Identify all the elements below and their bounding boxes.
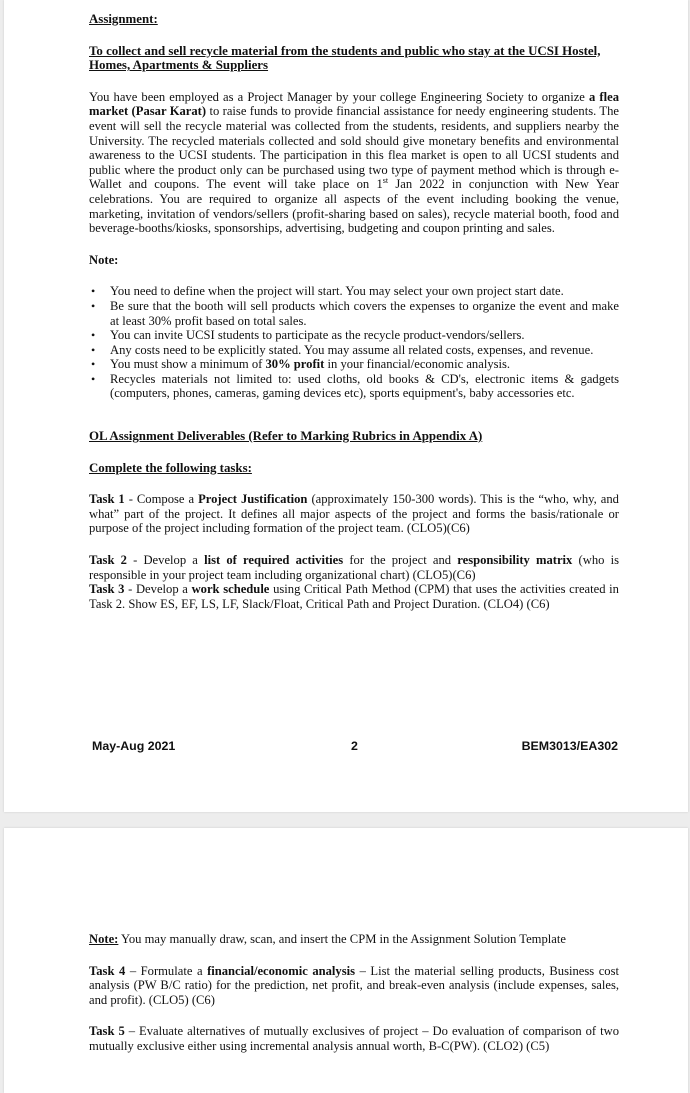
intro-bold-flea-market: a flea market (Pasar Karat) [89,89,619,119]
task-1 [89,492,619,536]
task-bold: Project Justification [198,492,308,507]
task-2-label: Task 2 [89,553,127,568]
deliverables-heading: OL Assignment Deliverables (Refer to Marking Rubrics in Appendix A) [89,429,483,444]
task-2 [89,553,619,582]
task-text: (approximately 150-300 words). This is the “who, why, and what” part of the project. It defines all major aspects of the project and forms the basis/rationale or purpose of the project including formation of the project team. (CLO5)(C6) [89,492,619,536]
note-list [89,284,619,401]
task-bold: responsibility matrix [457,553,573,568]
footer-page-number: 2 [351,739,358,753]
note-text: Any costs need to be explicitly stated. You may assume all related costs, expenses, and revenue. [110,342,594,357]
page-2 [4,828,688,1093]
page-2-content [89,932,619,1054]
bullet-icon: • [91,371,96,386]
task-text: - Develop a [124,582,192,597]
task-text: (who is responsible in your project team including organizational chart) (CLO5)(C6) [89,553,619,582]
page-footer [92,739,618,757]
note-item [89,299,619,328]
note-text: You need to define when the project will start. You may select your own project start date. [110,284,564,299]
task-5 [89,1024,619,1053]
note-text: Recycles materials not limited to: used cloths, old books & CD's, electronic items & gadgets (computers, phones, cameras, gaming devices etc), sports equipment's, baby accessories etc. [110,371,619,401]
cpm-note-label: Note: [89,932,119,946]
bullet-icon: • [91,328,96,343]
task-3-label: Task 3 [89,582,125,597]
note-text: You can invite UCSI students to participate as the recycle product-vendors/sellers. [110,328,525,343]
intro-text-3: Jan 2022 in conjunction with New Year celebrations. You are required to organize all aspects of the event including booking the venue, marketing, invitation of vendors/sellers (profit-sharing based on sales), recycle material booth, food and beverage-booths/kiosks, sponsorships, advertising, budgeting and coupon printing and sales. [89,177,619,236]
footer-course-code: BEM3013/EA302 [521,739,618,753]
note-item [89,372,619,401]
task-bold: list of required activities [204,553,344,568]
note-item [89,284,619,299]
note-text: Be sure that the booth will sell products which covers the expenses to organize the event and make at least 30% profit based on total sales. [110,298,619,328]
bullet-icon: • [91,357,96,372]
note-item [89,328,619,343]
intro-paragraph [89,90,619,236]
task-4-label: Task 4 [89,963,126,978]
intro-text-2: to raise funds to provide financial assistance for needy engineering students. The event will sell the recycle material was collected from the students, residents, and suppliers nearby the University. The recycled materials collected and sold should give monetary benefits and environmental awareness to the UCSI students. The participation in this flea market is open to all UCSI students and public where the product only can be purchased using two type of payment method which is through e-Wallet and coupons. The event will take place on 1 [89,104,619,192]
assignment-label: Assignment: [89,12,158,26]
task-1-label: Task 1 [89,492,125,507]
note-text: You must show a minimum of [110,357,266,372]
task-text: – Evaluate alternatives of mutually exclusives of project – Do evaluation of comparison of two mutually exclusive either using incremental analysis annual worth, B-C(PW). (CLO2) (C5) [89,1024,620,1053]
task-bold: financial/economic analysis [207,963,356,978]
page-1 [4,0,688,812]
cpm-note [89,932,619,947]
bullet-icon: • [91,342,96,357]
task-bold: work schedule [191,582,270,597]
task-text: using Critical Path Method (CPM) that uses the activities created in Task 2. Show ES, EF, LS, LF, Slack/Float, Critical Path and Project Duration. (CLO4) (C6) [89,582,619,611]
intro-text-1: You have been employed as a Project Manager by your college Engineering Society to organize [89,89,590,104]
task-text: - Develop a [126,553,205,568]
task-text: - Compose a [124,492,199,507]
cpm-note-text: You may manually draw, scan, and insert the CPM in the Assignment Solution Template [118,932,566,946]
footer-term: May-Aug 2021 [92,739,176,753]
tasks-heading: Complete the following tasks: [89,460,252,475]
page-1-content [89,12,619,611]
note-text: in your financial/economic analysis. [324,357,511,372]
task-text: for the project and [343,553,458,568]
note-bold-profit: 30% profit [265,357,325,372]
note-item [89,343,619,358]
bullet-icon: • [91,298,96,313]
task-4 [89,964,619,1008]
task-5-label: Task 5 [89,1024,125,1039]
note-label: Note: [89,252,119,267]
note-item [89,357,619,372]
assignment-title: To collect and sell recycle material from the students and public who stay at the UCSI Hostel, Homes, Apartments & Suppliers [89,43,601,73]
task-3 [89,582,619,611]
intro-sup: st [382,176,389,186]
task-text: – List the material selling products, Business cost analysis (PW B/C ratio) for the prediction, net profit, and break-even analysis (include expenses, sales, and profit). (CLO5) (C6) [89,963,619,1007]
bullet-icon: • [91,284,96,299]
task-text: – Formulate a [125,963,208,978]
